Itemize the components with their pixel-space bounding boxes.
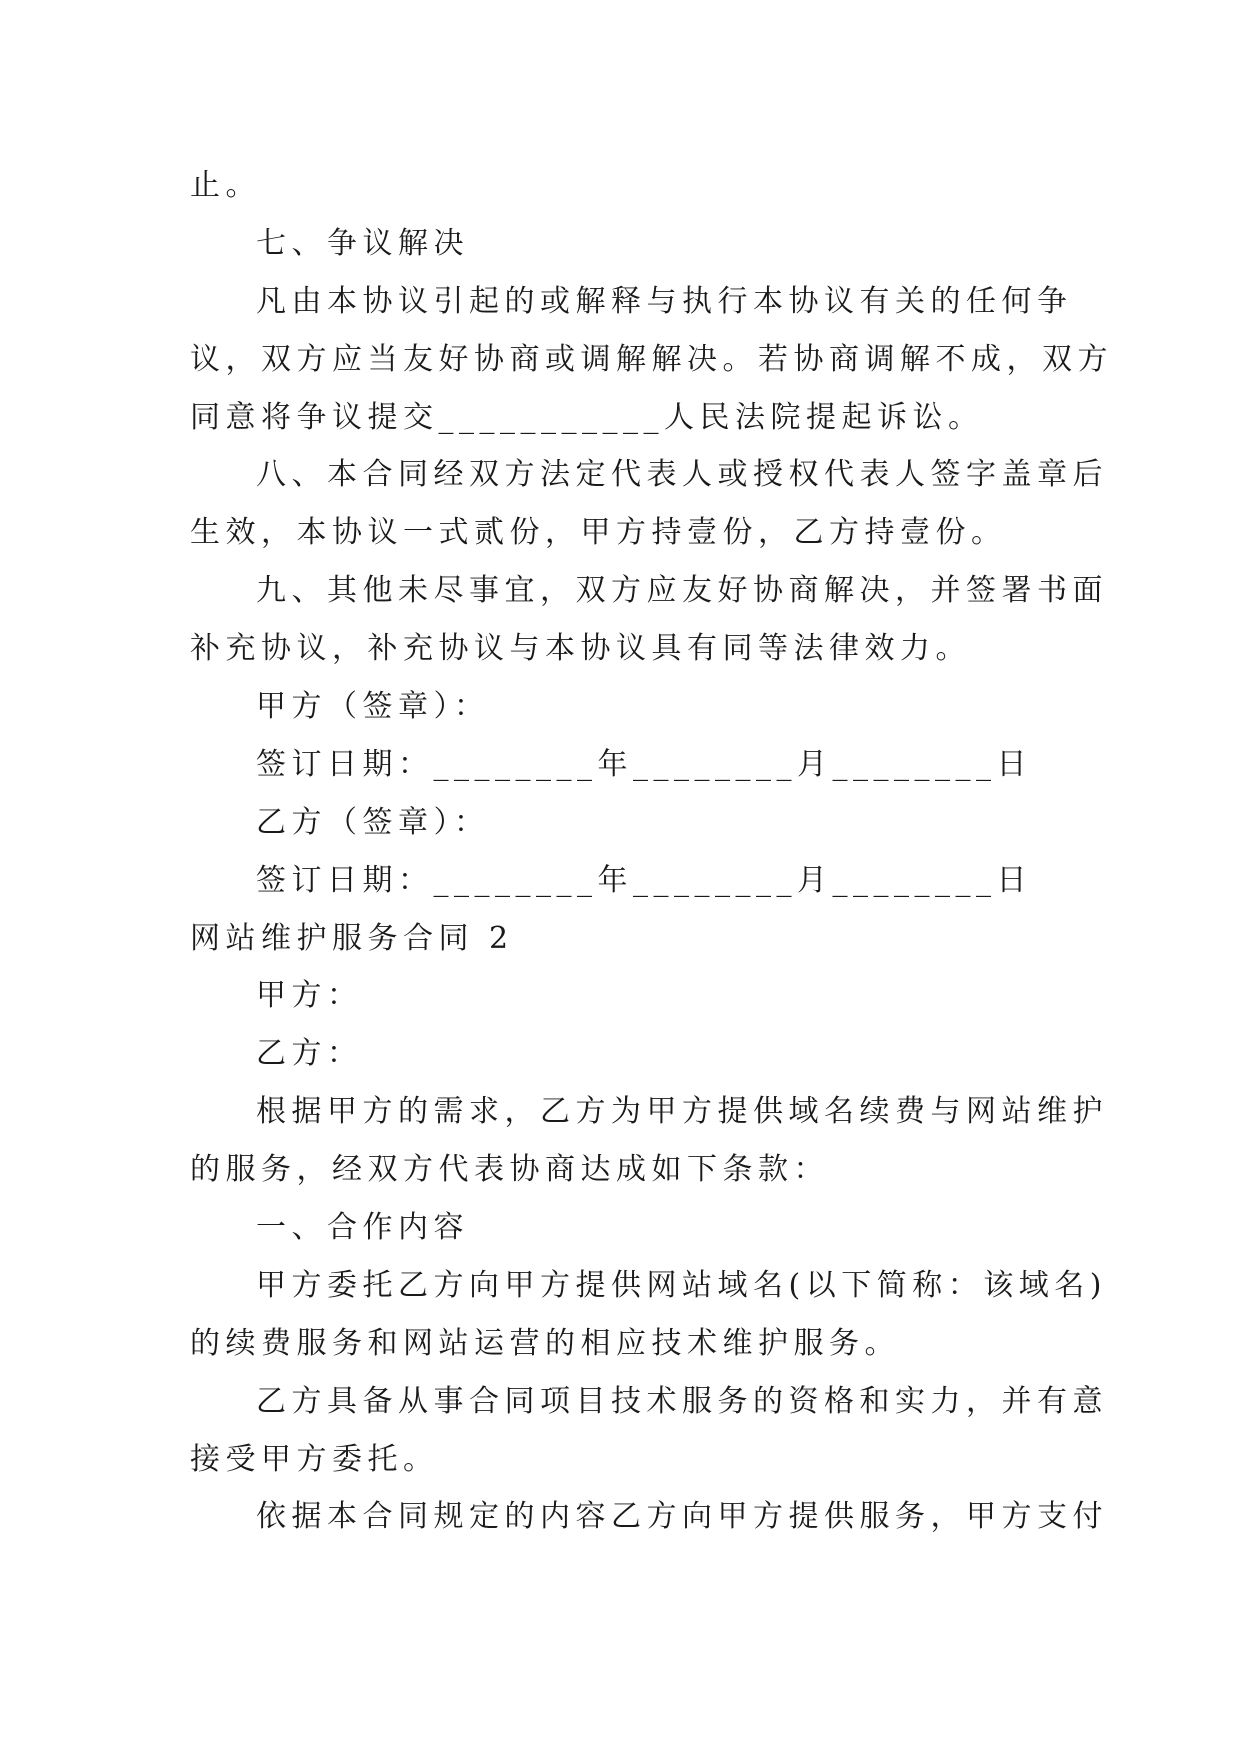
paragraph-line: 生效，本协议一式贰份，甲方持壹份，乙方持壹份。 xyxy=(190,515,1007,550)
paragraph-line: 议，双方应当友好协商或调解解决。若协商调解不成，双方 xyxy=(190,342,1113,377)
party-b-signature-label: 乙方（签章）： xyxy=(256,805,490,840)
paragraph-line: 接受甲方委托。 xyxy=(190,1442,439,1477)
section-heading: 一、合作内容 xyxy=(256,1210,469,1245)
party-b-label: 乙方： xyxy=(256,1036,363,1071)
paragraph-line: 八、本合同经双方法定代表人或授权代表人签字盖章后 xyxy=(256,457,1108,492)
paragraph-line: 九、其他未尽事宜，双方应友好协商解决，并签署书面 xyxy=(256,573,1108,608)
signing-date-line: 签订日期：________年________月________日 xyxy=(256,747,1032,782)
contract-title: 网站维护服务合同 2 xyxy=(190,921,514,956)
section-heading: 七、争议解决 xyxy=(256,226,469,261)
signing-date-line: 签订日期：________年________月________日 xyxy=(256,863,1032,898)
party-a-label: 甲方： xyxy=(256,978,363,1013)
paragraph-line: 的服务，经双方代表协商达成如下条款： xyxy=(190,1152,829,1187)
paragraph-line: 甲方委托乙方向甲方提供网站域名(以下简称：该域名) xyxy=(256,1268,1107,1303)
paragraph-line: 止。 xyxy=(190,168,261,203)
paragraph-line: 依据本合同规定的内容乙方向甲方提供服务，甲方支付 xyxy=(256,1499,1108,1534)
paragraph-line: 凡由本协议引起的或解释与执行本协议有关的任何争 xyxy=(256,284,1073,319)
party-a-signature-label: 甲方（签章）： xyxy=(256,689,490,724)
paragraph-line: 的续费服务和网站运营的相应技术维护服务。 xyxy=(190,1326,900,1361)
paragraph-line: 同意将争议提交___________人民法院提起诉讼。 xyxy=(190,400,984,435)
paragraph-line: 根据甲方的需求，乙方为甲方提供域名续费与网站维护 xyxy=(256,1094,1108,1129)
paragraph-line: 乙方具备从事合同项目技术服务的资格和实力，并有意 xyxy=(256,1384,1108,1419)
paragraph-line: 补充协议，补充协议与本协议具有同等法律效力。 xyxy=(190,631,971,666)
